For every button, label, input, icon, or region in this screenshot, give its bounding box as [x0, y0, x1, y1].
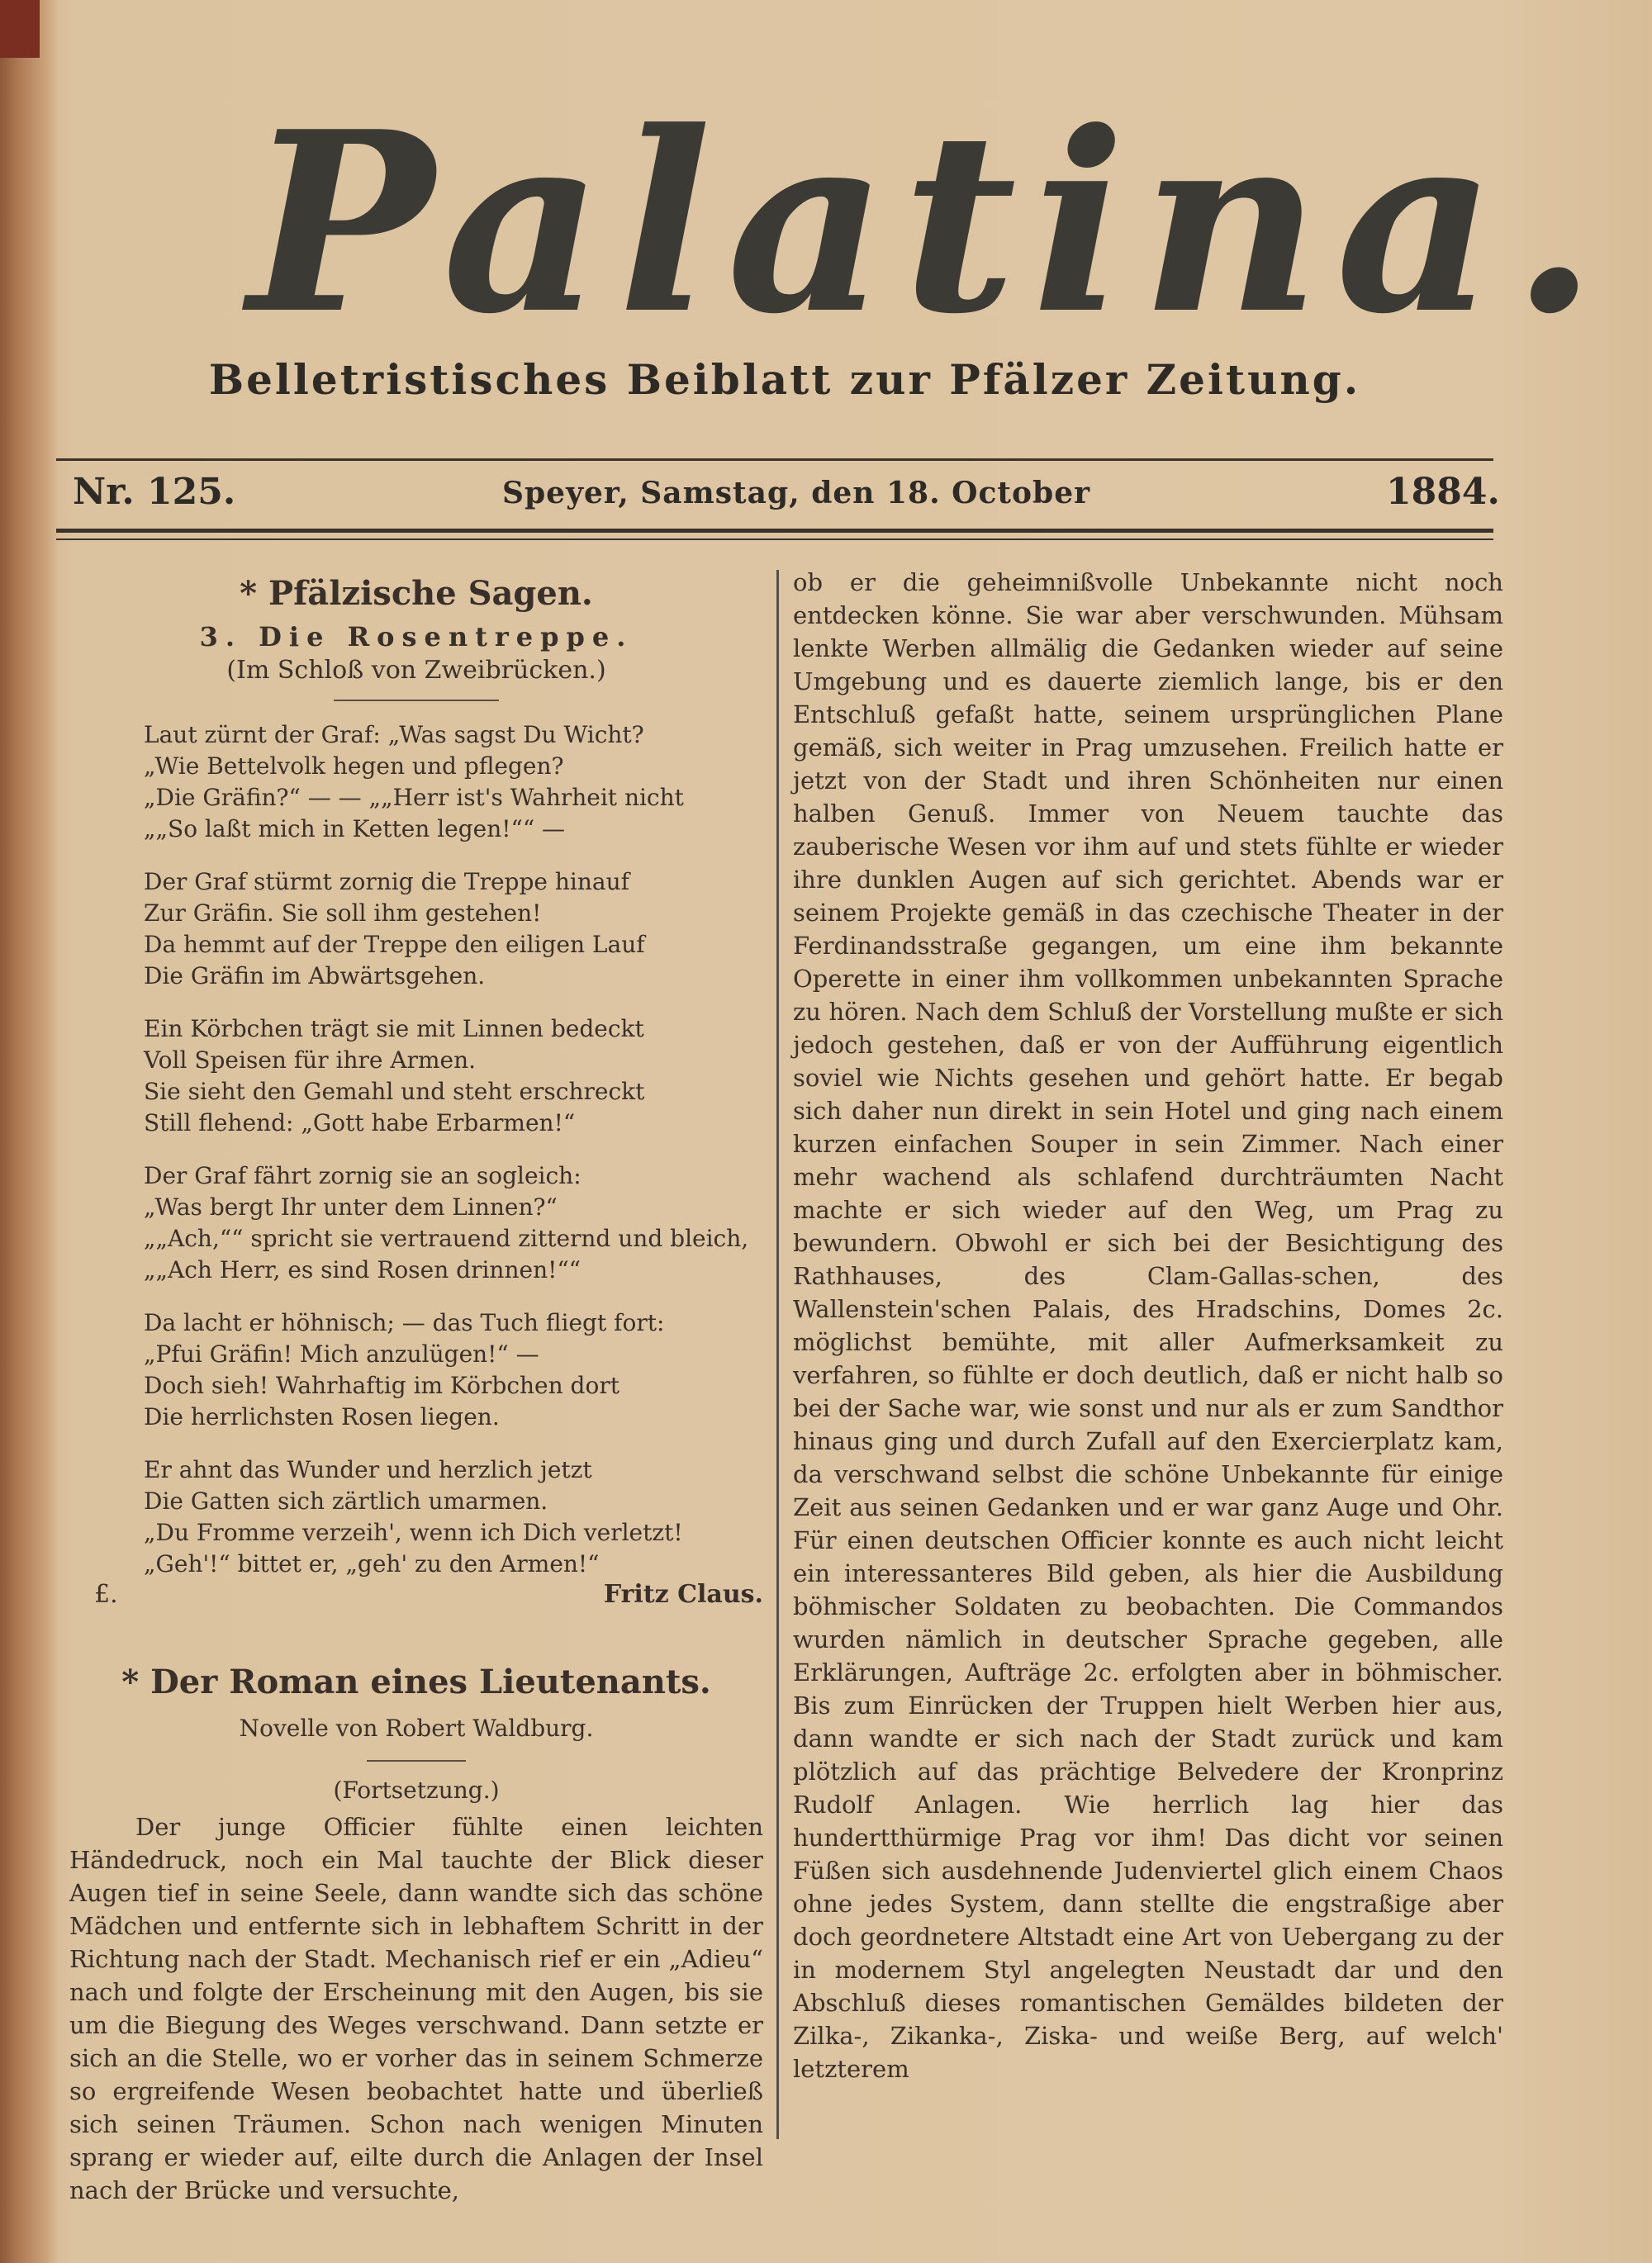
poem-title: 3. Die Rosentreppe. [199, 621, 634, 652]
header-rule-bottom-thick [56, 529, 1493, 533]
poem-line: „Was bergt Ihr unter dem Linnen?“ [144, 1193, 558, 1221]
header-rule-top [56, 458, 1493, 461]
poem-line: „Wie Bettelvolk hegen und pflegen? [144, 752, 564, 780]
poem-line: Ein Körbchen trägt sie mit Linnen bedeckt [144, 1015, 644, 1042]
poem-line: Zur Gräfin. Sie soll ihm gestehen! [144, 899, 542, 927]
issue-year: 1884. [1386, 471, 1500, 513]
issue-info-row [73, 471, 1500, 520]
poem-line: Der Graf fährt zornig sie an sogleich: [144, 1162, 582, 1189]
poem-divider [334, 700, 499, 701]
poem-line: Er ahnt das Wunder und herzlich jetzt [144, 1456, 592, 1483]
right-column [793, 566, 1503, 2085]
poem-author: Fritz Claus. [603, 1580, 763, 1609]
poem-line: Sie sieht den Gemahl und steht erschreckt [144, 1078, 645, 1105]
left-column [69, 574, 763, 2207]
paragraph: ob er die geheimnißvolle Unbekannte nicht noch entdecken könne. Sie war aber verschwunden. Mühsam lenkte Werben allmälig die Gedanken wieder auf seine Umgebung und es dauerte ziemlich lange, bis er den Entschluß gefaßt hatte, seinem ursprünglichen Plane gemäß, sich weiter in Prag umzusehen. Freilich hatte er jetzt von der Stadt und ihren Schönheiten nur einen halben Genuß. Immer von Neuem tauchte das zauberische Wesen vor ihm auf und stets fühlte er wieder ihre dunklen Augen auf sich gerichtet. Abends war er seinem Projekte gemäß in das czechische Theater in der Ferdinandsstraße gegangen, um eine ihm bekannte Operette in einer ihm vollkommen unbekannten Sprache zu hören. Nach dem Schluß der Vorstellung mußte er sich jedoch gestehen, daß er von der Aufführung eigentlich soviel wie Nichts gesehen und gehört hatte. Er begab sich daher nun direkt in sein Hotel und ging nach einem kurzen einfachen Souper in sein Zimmer. Nach einer mehr wachend als schlafend durchträumten Nacht machte er sich wieder auf den Weg, um Prag zu bewundern. Obwohl er sich bei der Besichtigung des Rathhauses, des Clam-Gallas-schen, des Wallenstein'schen Palais, des Hradschins, Domes 2c. möglichst bemühte, mit aller Aufmerksamkeit zu verfahren, so fühlte er doch deutlich, daß er nicht halb so bei der Sache war, wie sonst und nur als er zum Sandthor hinaus ging und durch Zufall auf den Exercierplatz kam, da verschwand selbst die schöne Unbekannte für einige Zeit aus seinen Gedanken und er war ganz Auge und Ohr. Für einen deutschen Officier konnte es auch nicht leicht ein interessanteres Bild geben, als hier die Ausbildung böhmischer Soldaten zu beobachten. Die Commandos wurden nämlich in deutscher Sprache gegeben, alle Erklärungen, Aufträge 2c. erfolgten aber in böhmischer. Bis zum Einrücken der Truppen hielt Werben hier aus, dann wandte er sich nach der Stadt zurück und kam plötzlich auf das prächtige Belvedere der Kronprinz Rudolf Anlagen. Wie herrlich lag hier das hundertthürmige Prag vor ihm! Das dicht vor seinen Füßen sich ausdehnende Judenviertel glich einem Chaos ohne jedes System, dann stellte die engstraßige aber doch geordnetere Altstadt eine Art von Uebergang zu der in modernem Styl angelegten Neustadt dar und den Abschluß dieses romantischen Gemäldes bildeten der Zilka-, Zikanka-, Ziska- und weiße Berg, auf welch' letzterem [793, 568, 1503, 2083]
poem-line: „„So laßt mich in Ketten legen!““ — [144, 815, 566, 842]
paragraph: Der junge Officier fühlte einen leichten Händedruck, noch ein Mal tauchte der Blick dieser Augen tief in seine Seele, dann wandte sich das schöne Mädchen und entfernte sich in lebhaftem Schritt in der Richtung nach der Stadt. Mechanisch rief er ein „Adieu“ nach und folgte der Erscheinung mit den Augen, bis sie um die Biegung des Weges verschwand. Dann setzte er sich an die Stelle, wo er vorher das in seinem Schmerze so ergreifende Wesen beobachtet hatte und überließ sich seinen Träumen. Schon nach wenigen Minuten sprang er wieder auf, eilte durch die Anlagen der Insel nach der Brücke und versuchte, [69, 1813, 763, 2204]
section-title: * Pfälzische Sagen. [240, 574, 593, 613]
poem-subtitle: (Im Schloß von Zweibrücken.) [226, 656, 606, 685]
column-divider [776, 570, 779, 2139]
poem-line: Der Graf stürmt zornig die Treppe hinauf [144, 868, 629, 895]
masthead [248, 77, 1612, 376]
novel-title: * Der Roman eines Lieutenants. [121, 1663, 711, 1701]
poem-line: Still flehend: „Gott habe Erbarmen!“ [144, 1109, 576, 1136]
poem-line: „„Ach,““ spricht sie vertrauend zitternd und bleich, [144, 1225, 749, 1252]
novel-text-left [69, 1810, 763, 2207]
poem-signature [69, 1580, 763, 1613]
issue-place-date: Speyer, Samstag, den 18. October [502, 476, 1091, 510]
poem [144, 719, 763, 1580]
newspaper-subtitle: Belletristisches Beiblatt zur Pfälzer Zeitung. [208, 355, 1361, 404]
poem-line: Die Gräfin im Abwärtsgehen. [144, 962, 486, 989]
poem-stanza [144, 1013, 763, 1139]
poem-line: Doch sieh! Wahrhaftig im Körbchen dort [144, 1372, 620, 1399]
novel-divider [367, 1760, 466, 1762]
newspaper-title: Palatina. [248, 77, 1612, 368]
novel-text-right [793, 566, 1503, 2085]
poem-stanza [144, 866, 763, 992]
poem-line: Laut zürnt der Graf: „Was sagst Du Wicht? [144, 721, 644, 748]
header-rule-bottom-thin [56, 538, 1493, 540]
novel-byline: Novelle von Robert Waldburg. [239, 1715, 594, 1742]
book-binding-edge [0, 0, 58, 2263]
poem-line: Da hemmt auf der Treppe den eiligen Lauf [144, 931, 645, 958]
binding-spine-mark [0, 0, 40, 58]
poem-stanza [144, 1307, 763, 1433]
poem-line: Die herrlichsten Rosen liegen. [144, 1403, 500, 1430]
poem-line: Die Gatten sich zärtlich umarmen. [144, 1487, 548, 1515]
signature-mark: £. [94, 1580, 118, 1609]
poem-line: „Geh'!“ bittet er, „geh' zu den Armen!“ [144, 1550, 600, 1577]
poem-line: Da lacht er höhnisch; — das Tuch fliegt fort: [144, 1309, 665, 1336]
poem-stanza [144, 1454, 763, 1580]
continuation-label: (Fortsetzung.) [333, 1777, 500, 1804]
poem-stanza [144, 1160, 763, 1286]
poem-line: Voll Speisen für ihre Armen. [144, 1046, 477, 1074]
issue-number: Nr. 125. [73, 471, 236, 513]
poem-line: „Die Gräfin?“ — — „„Herr ist's Wahrheit nicht [144, 784, 684, 811]
poem-line: „„Ach Herr, es sind Rosen drinnen!““ [144, 1256, 581, 1283]
poem-line: „Pfui Gräfin! Mich anzulügen!“ — [144, 1340, 539, 1368]
poem-stanza [144, 719, 763, 845]
poem-line: „Du Fromme verzeih', wenn ich Dich verletzt! [144, 1519, 683, 1546]
